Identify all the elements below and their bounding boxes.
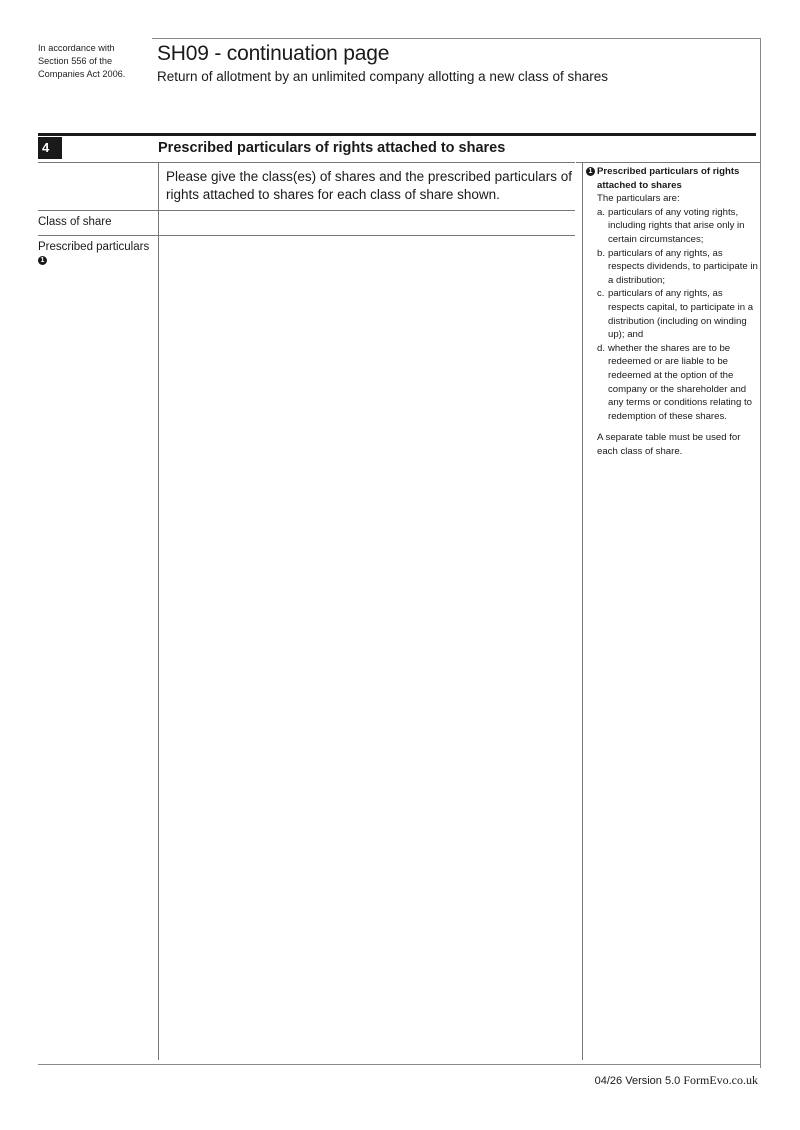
form-title: SH09 - continuation page (157, 42, 390, 65)
footer-version: 04/26 Version 5.0 (594, 1075, 681, 1087)
section-instruction: Please give the class(es) of shares and the prescribed particulars of rights attached to shares for each class of share shown. (166, 169, 572, 202)
footer-rule (38, 1064, 761, 1065)
note-marker-icon: 1 (38, 256, 47, 265)
guidance-panel (586, 165, 758, 458)
guidance-title-text: Prescribed particulars of rights attached to shares (597, 166, 740, 191)
guidance-list (586, 206, 758, 424)
guidance-title (586, 165, 758, 192)
prescribed-particulars-textarea[interactable] (162, 239, 578, 1057)
frame-right-rule (760, 38, 761, 1068)
grid-divider-right (582, 162, 583, 1060)
grid-rule-top (38, 162, 575, 163)
section-rule (38, 133, 756, 136)
legal-line: Companies Act 2006. (38, 69, 126, 79)
form-subtitle: Return of allotment by an unlimited company allotting a new class of shares (157, 69, 608, 84)
guidance-item-text: particulars of any rights, as respects capital, to participate in a distribution (including on winding up); and (608, 288, 754, 341)
class-of-share-input[interactable] (162, 212, 578, 234)
guidance-item (586, 287, 758, 341)
legal-line: Section 556 of the (38, 56, 113, 66)
guidance-item-text: particulars of any voting rights, including rights that arise only in certain circumstances; (608, 206, 745, 245)
grid-rule-particulars (38, 235, 575, 236)
prescribed-particulars-label-text: Prescribed particulars (38, 241, 150, 253)
section-number-badge: 4 (38, 137, 62, 159)
guidance-item-letter: c. (597, 288, 605, 300)
guidance-rule-top (576, 162, 761, 163)
guidance-item-letter: b. (597, 247, 606, 259)
footer (595, 1073, 758, 1088)
guidance-item-letter: a. (597, 206, 606, 218)
guidance-marker-icon: 1 (586, 167, 595, 176)
guidance-item-text: particulars of any rights, as respects dividends, to participate in a distribution; (608, 247, 758, 286)
guidance-note: A separate table must be used for each class of share. (597, 432, 741, 457)
section-title: Prescribed particulars of rights attached to shares (158, 140, 506, 156)
guidance-item (586, 342, 758, 424)
grid-divider-left (158, 162, 159, 1060)
frame-top-rule (152, 38, 761, 39)
guidance-intro: The particulars are: (597, 193, 680, 205)
legal-line: In accordance with (38, 43, 115, 53)
guidance-item-letter: d. (597, 342, 606, 354)
grid-rule-class (38, 210, 575, 211)
legal-reference (38, 42, 148, 81)
guidance-item-text: whether the shares are to be redeemed or are liable to be redeemed at the option of the company or the shareholder and any terms or conditions relating to redemption of these shares. (608, 342, 752, 422)
footer-brand: FormEvo.co.uk (683, 1073, 758, 1087)
class-of-share-label: Class of share (38, 216, 112, 228)
prescribed-particulars-label (38, 240, 156, 268)
guidance-item (586, 247, 758, 288)
guidance-item (586, 206, 758, 247)
